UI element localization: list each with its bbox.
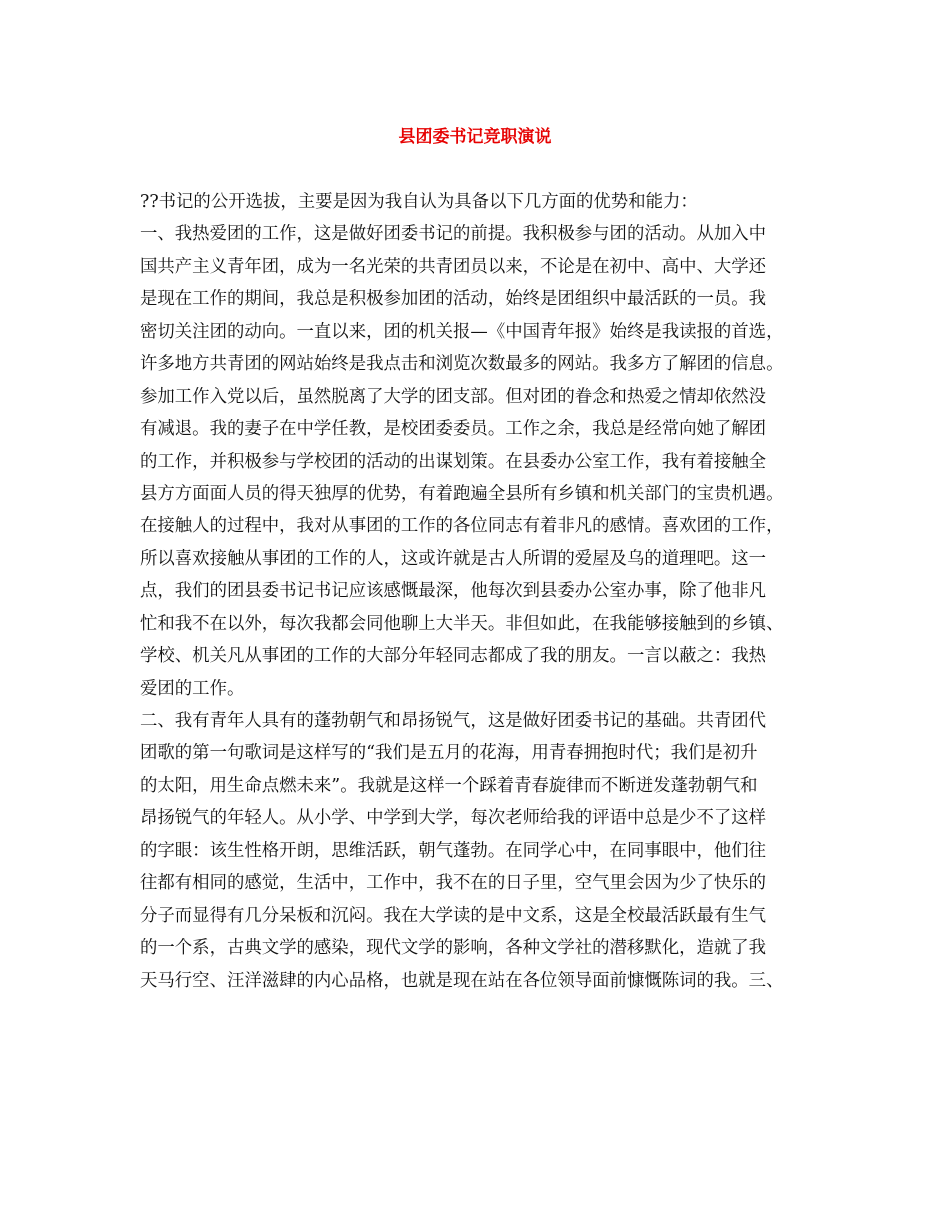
body-line: 分子而显得有几分呆板和沉闷。我在大学读的是中文系，这是全校最活跃最有生气: [140, 905, 767, 926]
body-line: 的一个系，古典文学的感染，现代文学的影响，各种文学社的潜移默化，造就了我: [140, 938, 767, 959]
body-line: 国共产主义青年团，成为一名光荣的共青团员以来，不论是在初中、高中、大学还: [140, 256, 767, 277]
body-line: 在接触人的过程中，我对从事团的工作的各位同志有着非凡的感情。喜欢团的工作，: [140, 516, 784, 537]
body-line: 往都有相同的感觉，生活中，工作中，我不在的日子里，空气里会因为少了快乐的: [140, 873, 767, 894]
body-line: 一、我热爱团的工作，这是做好团委书记的前提。我积极参与团的活动。从加入中: [140, 224, 767, 245]
document-body: [140, 186, 820, 997]
body-line: 爱团的工作。: [140, 678, 245, 699]
body-line: 县方方面面人员的得天独厚的优势，有着跑遍全县所有乡镇和机关部门的宝贵机遇。: [140, 483, 784, 504]
body-line: 的工作，并积极参与学校团的活动的出谋划策。在县委办公室工作，我有着接触全: [140, 451, 767, 472]
body-line: 昂扬锐气的年轻人。从小学、中学到大学，每次老师给我的评语中总是少不了这样: [140, 808, 767, 829]
body-line: 参加工作入党以后，虽然脱离了大学的团支部。但对团的眷念和热爱之情却依然没: [140, 386, 767, 407]
body-line: 许多地方共青团的网站始终是我点击和浏览次数最多的网站。我多方了解团的信息。: [140, 354, 784, 375]
body-line: 忙和我不在以外，每次我都会同他聊上大半天。非但如此，在我能够接触到的乡镇、: [140, 613, 784, 634]
body-line: 所以喜欢接触从事团的工作的人，这或许就是古人所谓的爱屋及乌的道理吧。这一: [140, 548, 767, 569]
body-line: ??书记的公开选拔，主要是因为我自认为具备以下几方面的优势和能力：: [140, 192, 698, 212]
document-title: 县团委书记竞职演说: [398, 127, 552, 147]
body-line: 是现在工作的期间，我总是积极参加团的活动，始终是团组织中最活跃的一员。我: [140, 289, 767, 310]
body-line: 点，我们的团县委书记书记应该感慨最深，他每次到县委办公室办事，除了他非凡: [140, 581, 767, 602]
body-line: 的太阳，用生命点燃未来”。我就是这样一个踩着青春旋律而不断迸发蓬勃朝气和: [140, 775, 758, 796]
body-line: 的字眼：该生性格开朗，思维活跃，朝气蓬勃。在同学心中，在同事眼中，他们往: [140, 840, 767, 861]
body-line: 团歌的第一句歌词是这样写的“我们是五月的花海，用青春拥抱时代；我们是初升: [140, 743, 758, 764]
body-line: 有减退。我的妻子在中学任教，是校团委委员。工作之余，我总是经常向她了解团: [140, 419, 767, 440]
body-line: 密切关注团的动向。一直以来，团的机关报—《中国青年报》始终是我读报的首选，: [140, 321, 784, 342]
body-line: 学校、机关凡从事团的工作的大部分年轻同志都成了我的朋友。一言以蔽之：我热: [140, 646, 767, 667]
body-line: 二、我有青年人具有的蓬勃朝气和昂扬锐气，这是做好团委书记的基础。共青团代: [140, 711, 767, 731]
body-line: 天马行空、汪洋滋肆的内心品格，也就是现在站在各位领导面前慷慨陈词的我。三、: [140, 970, 784, 991]
